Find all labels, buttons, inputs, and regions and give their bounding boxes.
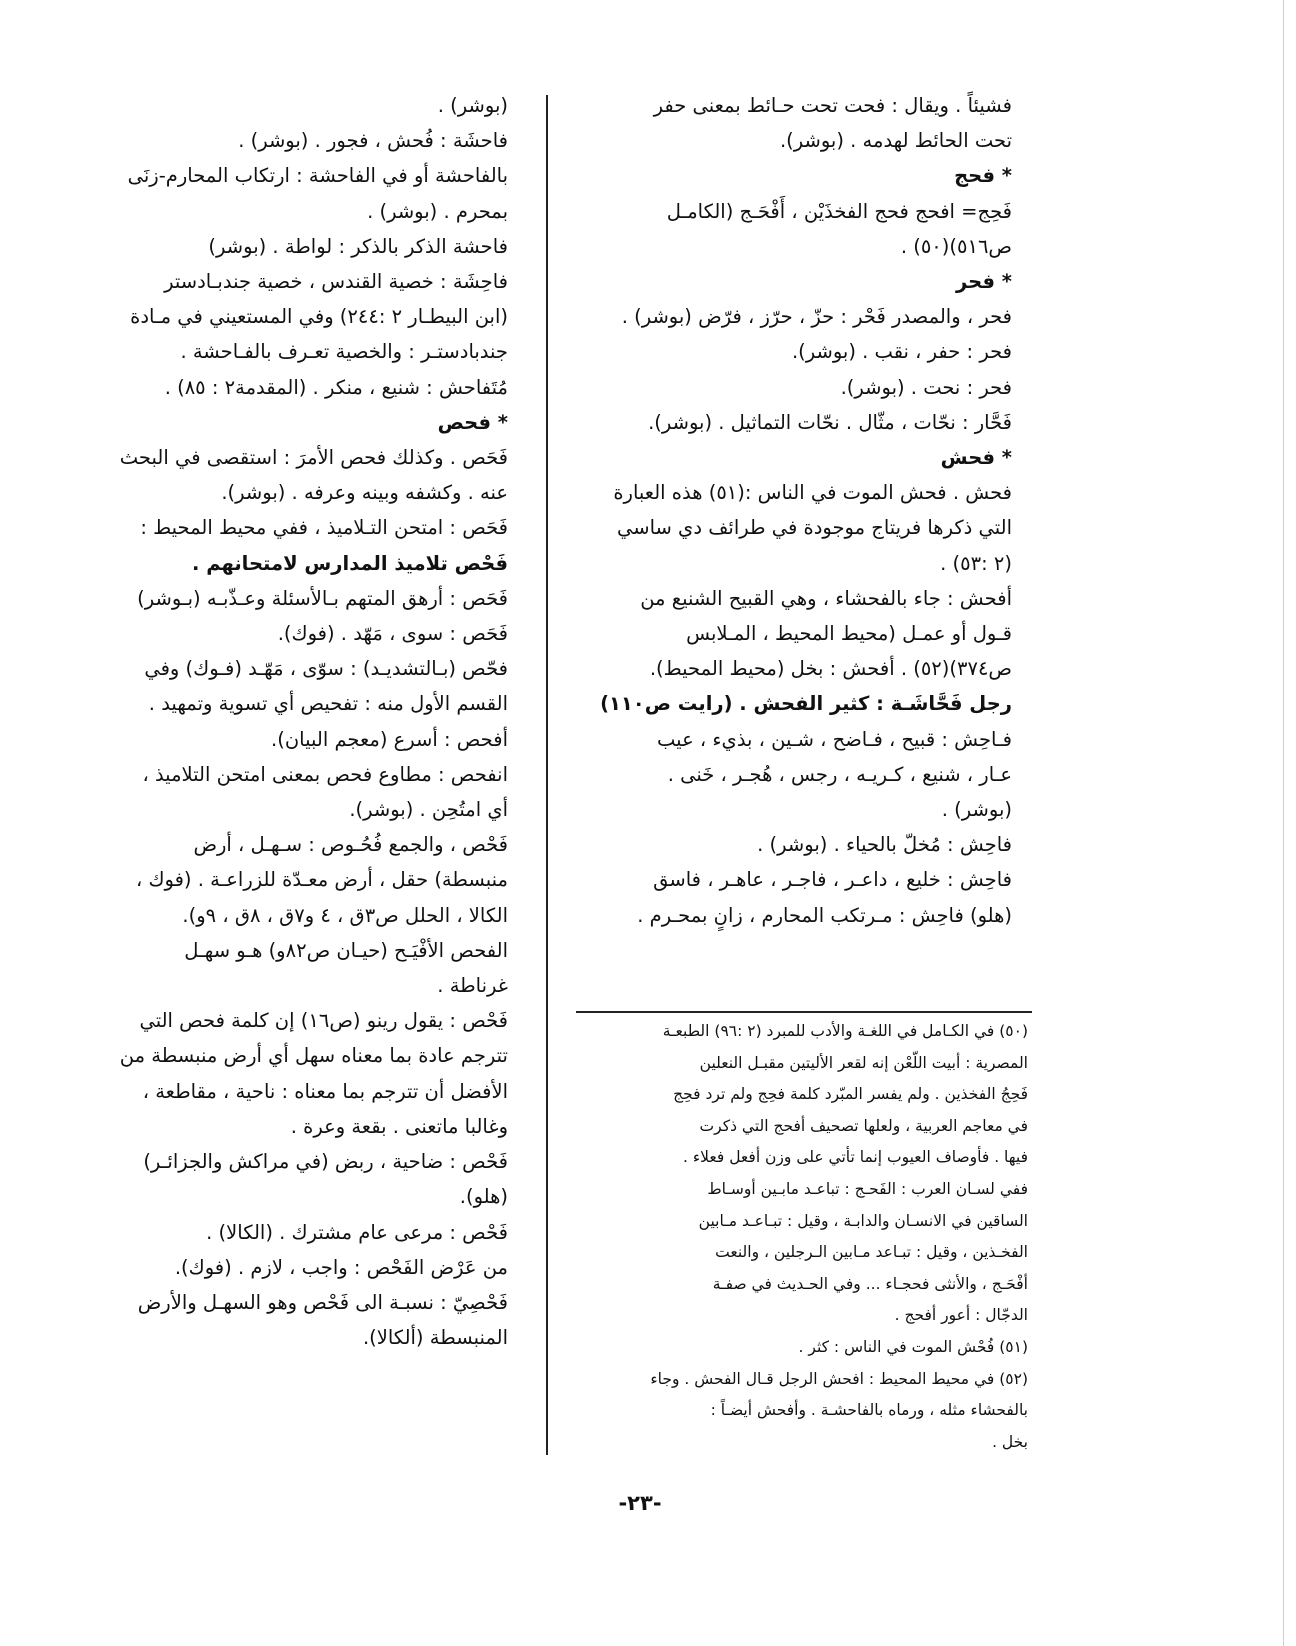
text-line: فَحَص : أرهق المتهم بـالأسئلة وعـذّبـه (بـوشر)	[137, 586, 508, 610]
text-line: فَحْص : يقول رينو (ص١٦) إن كلمة فحص التي	[139, 1009, 508, 1033]
text-line: (هلو) فاحِش : مـرتكب المحارم ، زانٍ بمحـرم .	[637, 903, 1012, 927]
section-heading: * فحص	[437, 410, 508, 434]
text-line: أفحش : جاء بالفحشاء ، وهي القبيح الشنيع من	[640, 586, 1012, 610]
text-line: بمحرم . (بوشر) .	[367, 199, 508, 223]
text-line: انفحص : مطاوع فحص بمعنى امتحن التلاميذ ،	[142, 762, 508, 786]
text-line: (بوشر) .	[437, 94, 508, 117]
text-line: فَحْص ، والجمع فُحُـوص : سـهـل ، أرض	[193, 833, 508, 857]
text-line: رجل فَحَّاشَـة : كثير الفحش . (رايت ص١١٠)	[600, 692, 1012, 716]
column-divider	[546, 95, 548, 1455]
text-line: قـول أو عمـل (محيط المحيط ، المـلابس	[686, 622, 1012, 646]
text-line: بالفاحشة أو في الفاحشة : ارتكاب المحارم-زنَى	[127, 164, 508, 188]
text-line: الكالا ، الحلل ص٣ق ، ٤ و٧ق ، ٨ق ، ٩و).	[182, 903, 508, 927]
text-line: فـاحِش : قبيح ، فـاضح ، شـين ، بذيء ، عيب	[657, 727, 1012, 751]
text-line: (٢ :٥٣) .	[940, 551, 1012, 575]
section-heading: * فحر	[956, 270, 1012, 294]
scan-edge-line	[1283, 0, 1284, 1646]
footnote-line: أفْحَـج ، والأنثى فحجـاء ... وفي الحـديث في صفـة	[712, 1274, 1028, 1293]
text-line: فَحَص : سوى ، مَهّد . (فوك).	[277, 622, 508, 646]
text-line: فَحْص : ضاحية ، ربض (في مراكش والجزائـر)	[143, 1150, 508, 1174]
text-line: فاحِش : مُخلّ بالحياء . (بوشر) .	[757, 833, 1012, 857]
footnote-line: (٥٢) في محيط المحيط : افحش الرجل قـال الفحش . وجاء	[650, 1369, 1028, 1388]
footnote-line: فيها . فأوصاف العيوب إنما تأتي على وزن أفعل فعلاء .	[682, 1148, 1028, 1167]
text-line: فَحْصِيّ : نسبـة الى فَحْص وهو السهـل والأرض	[137, 1290, 508, 1314]
text-line: فاحِش : خليع ، داعـر ، فاجـر ، عاهـر ، فاسق	[653, 868, 1012, 892]
footnote-line: الساقين في الانسـان والدابـة ، وقيل : تبـاعـد مـابين	[698, 1211, 1028, 1230]
text-line: تترجم عادة بما معناه سهل أي أرض منبسطة من	[119, 1044, 508, 1068]
footnotes	[582, 1016, 1028, 1458]
text-line: فحر : نحت . (بوشر).	[840, 375, 1012, 399]
footnote-line: بخل .	[992, 1432, 1028, 1451]
text-line: مُتَفاحش : شنيع ، منكر . (المقدمة٢ : ٨٥) .	[164, 375, 508, 399]
text-line: (بوشر) .	[941, 798, 1012, 822]
text-line: فحّص (بـالتشديـد) : سوّى ، مَهّـد (فـوك) وفي	[144, 657, 508, 681]
text-line: (هلو).	[459, 1185, 508, 1209]
text-line: أفحص : أسرع (معجم البيان).	[271, 727, 508, 751]
footnote-line: في معاجم العربية ، ولعلها تصحيف أفحج التي ذكرت	[699, 1116, 1028, 1135]
section-heading: * فحش	[940, 446, 1012, 470]
text-line: الفحص الأفْيَـح (حيـان ص٨٢و) هـو سهـل	[184, 938, 508, 962]
footnote-line: (٥٠) في الكـامل في اللغـة والأدب للمبرد (٢ :٩٦) الطبعـة	[662, 1022, 1028, 1040]
text-line: فَحَص : امتحن التـلاميذ ، ففي محيط المحيط :	[140, 516, 508, 540]
footnote-line: الفخـذين ، وقيل : تبـاعد مـابين الـرجلين ، والنعت	[715, 1243, 1028, 1262]
left-column	[56, 88, 508, 1355]
text-line: جندبادستـر : والخصية تعـرف بالفـاحشة .	[180, 340, 508, 364]
page-number: -٢٣-	[618, 1491, 662, 1515]
text-line: ص٥١٦)(٥٠) .	[900, 234, 1012, 258]
text-line: فَحْص تلاميذ المدارس لامتحانهم .	[192, 551, 508, 575]
text-line: التي ذكرها فريتاج موجودة في طرائف دي ساسي	[616, 516, 1012, 540]
text-line: فحش . فحش الموت في الناس :(٥١) هذه العبارة	[613, 481, 1012, 505]
footnote-line: المصرية : أبيت اللّعْن إنه لقعر الأليتين مقبـل النعلين	[699, 1053, 1028, 1072]
text-line: (ابن البيطـار ٢ :٢٤٤) وفي المستعيني في مـادة	[130, 305, 508, 329]
text-line: فَحَص . وكذلك فحص الأمرَ : استقصى في البحث	[119, 446, 508, 470]
text-line: فَحِج= افحج فحج الفخذَيْن ، أَفْحَـج (الكامـل	[666, 199, 1012, 223]
footnote-line: فَحِجُ الفخذين . ولم يفسر المبّرد كلمة فحِج ولم ترد فحِج	[673, 1085, 1028, 1104]
text-line: فشيئاً . ويقال : فحت تحت حـائط بمعنى حفر	[653, 94, 1012, 117]
text-line: فاحشَة : فُحش ، فجور . (بوشر) .	[238, 129, 508, 153]
footnote-line: الدجّال : أعور أفحج .	[894, 1306, 1028, 1325]
text-line: فحر ، والمصدر فَحْر : حزّ ، حرّز ، فرّض (بوشر) .	[621, 305, 1012, 329]
section-heading: * فحج	[954, 164, 1012, 188]
text-line: فحر : حفر ، نقب . (بوشر).	[791, 340, 1012, 364]
text-line: منبسطة) حقل ، أرض معـدّة للزراعـة . (فوك ،	[135, 868, 508, 892]
text-line: أي امتُحِن . (بوشر).	[349, 798, 508, 822]
footnote-line: بالفحشاء مثله ، ورماه بالفاحشـة . وأفحش أيضـاً :	[710, 1401, 1028, 1420]
footnote-divider	[576, 1011, 1032, 1013]
footnote-line: (٥١) فُحْش الموت في الناس : كثر .	[798, 1337, 1028, 1356]
text-line: فَحْص : مرعى عام مشترك . (الكالا) .	[206, 1220, 508, 1244]
text-line: المنبسطة (ألكالا).	[362, 1326, 508, 1350]
footnote-line: ففي لسـان العرب : الفَحـج : تباعـد مابـين أوسـاط	[707, 1179, 1028, 1198]
text-line: فاحِشَة : خصية القندس ، خصية جندبـادستر	[164, 270, 508, 294]
text-line: عنه . وكشفه وبينه وعرفه . (بوشر).	[221, 481, 508, 505]
right-column	[580, 88, 1012, 933]
text-line: ص٣٧٤)(٥٢) . أفحش : بخل (محيط المحيط).	[649, 657, 1012, 681]
text-line: غرناطة .	[437, 974, 508, 998]
text-line: القسم الأول منه : تفحيص أي تسوية وتمهيد .	[148, 692, 508, 716]
text-line: من عَرْض الفَحْص : واجب ، لازم . (فوك).	[174, 1255, 508, 1279]
text-line: فَحَّار : نحّات ، مثّال . نحّات التماثيل . (بوشر).	[648, 410, 1012, 434]
text-line: وغالبا ماتعنى . بقعة وعرة .	[290, 1114, 508, 1138]
text-line: الأفضل أن تترجم بما معناه : ناحية ، مقاطعة ،	[142, 1079, 508, 1103]
text-line: فاحشة الذكر بالذكر : لواطة . (بوشر)	[208, 234, 508, 258]
text-line: عـار ، شنيع ، كـريـه ، رجس ، هُجـر ، خَنى .	[667, 762, 1012, 786]
text-line: تحت الحائط لهدمه . (بوشر).	[779, 129, 1012, 153]
